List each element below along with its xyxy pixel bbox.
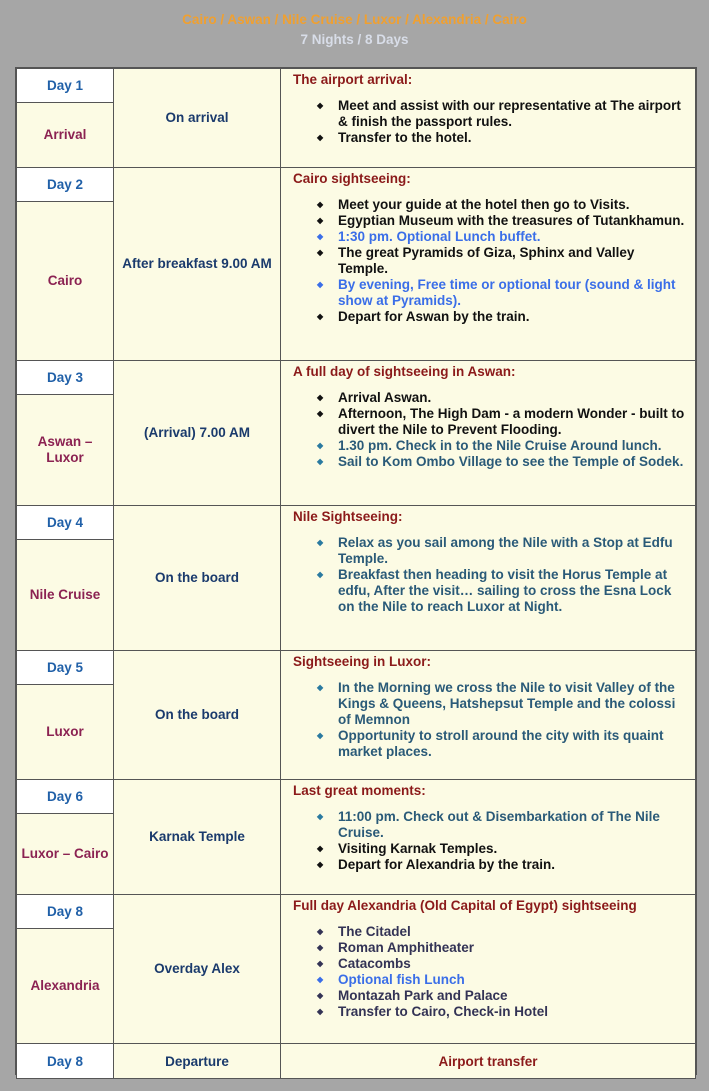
day-row — [17, 361, 696, 395]
activity-item: ◆ Visiting Karnak Temples. — [317, 841, 687, 857]
day-row — [17, 780, 696, 814]
activity-item: ◆ Transfer to the hotel. — [317, 130, 687, 146]
activity-item: ◆ Afternoon, The High Dam - a modern Wonder - built to divert the Nile to Prevent Flooding. — [317, 406, 687, 438]
day-row — [17, 506, 696, 540]
day-title: Last great moments: — [293, 783, 426, 798]
activity-item: ◆ Catacombs — [317, 956, 687, 972]
place-label: Arrival — [17, 103, 114, 168]
activity-item: ◆ Roman Amphitheater — [317, 940, 687, 956]
description-cell — [281, 361, 696, 506]
day-row — [17, 895, 696, 929]
description-cell — [281, 506, 696, 651]
description-cell — [281, 895, 696, 1044]
itinerary-table-frame — [15, 67, 697, 1075]
activity-item: ◆ Arrival Aswan. — [317, 390, 687, 406]
itinerary-header — [0, 10, 709, 50]
activity-item: ◆ 11:00 pm. Check out & Disembarkation of The Nile Cruise. — [317, 809, 687, 841]
activity-list — [293, 98, 687, 146]
place-label: Luxor — [17, 685, 114, 780]
description-cell — [281, 168, 696, 361]
day-row — [17, 651, 696, 685]
departure-row — [17, 1044, 696, 1079]
activity-item: ◆ Relax as you sail among the Nile with a Stop at Edfu Temple. — [317, 535, 687, 567]
day-title: Sightseeing in Luxor: — [293, 654, 432, 669]
activity-item: ◆ Meet your guide at the hotel then go to Visits. — [317, 197, 687, 213]
activity-item: ◆ The Citadel — [317, 924, 687, 940]
activity-item: ◆ Breakfast then heading to visit the Horus Temple at edfu, After the visit… sailing to cross the Esna Lock on the Nile to reach Luxor at Night. — [317, 567, 687, 615]
activity-item: ◆ Depart for Aswan by the train. — [317, 309, 687, 325]
activity-list — [293, 680, 687, 760]
day-title: Full day Alexandria (Old Capital of Egypt) sightseeing — [293, 898, 637, 913]
time-cell: Karnak Temple — [114, 780, 281, 895]
activity-item: ◆ The great Pyramids of Giza, Sphinx and Valley Temple. — [317, 245, 687, 277]
day-title: Cairo sightseeing: — [293, 171, 411, 186]
day-title: The airport arrival: — [293, 72, 413, 87]
day-label: Day 6 — [17, 780, 114, 814]
activity-item: ◆ Meet and assist with our representative at The airport & finish the passport rules. — [317, 98, 687, 130]
day-title: Nile Sightseeing: — [293, 509, 403, 524]
activity-list — [293, 809, 687, 873]
activity-item: ◆ By evening, Free time or optional tour (sound & light show at Pyramids). — [317, 277, 687, 309]
activity-item: ◆ Opportunity to stroll around the city with its quaint market places. — [317, 728, 687, 760]
description-cell — [281, 651, 696, 780]
time-cell: (Arrival) 7.00 AM — [114, 361, 281, 506]
description-cell — [281, 69, 696, 168]
activity-item: ◆ Sail to Kom Ombo Village to see the Temple of Sodek. — [317, 454, 687, 470]
activity-list — [293, 535, 687, 615]
activity-item: ◆ In the Morning we cross the Nile to visit Valley of the Kings & Queens, Hatshepsut Temple and the colossi of Memnon — [317, 680, 687, 728]
time-cell: On the board — [114, 651, 281, 780]
activity-item: ◆ Egyptian Museum with the treasures of Tutankhamun. — [317, 213, 687, 229]
day-label: Day 8 — [17, 895, 114, 929]
day-label: Day 3 — [17, 361, 114, 395]
route-title: Cairo / Aswan / Nile Cruise / Luxor / Alexandria / Cairo — [182, 12, 527, 27]
day-label: Day 2 — [17, 168, 114, 202]
departure-day-label: Day 8 — [17, 1044, 114, 1079]
activity-item: ◆ Transfer to Cairo, Check-in Hotel — [317, 1004, 687, 1020]
activity-item: ◆ Optional fish Lunch — [317, 972, 687, 988]
place-label: Luxor – Cairo — [17, 814, 114, 895]
description-cell — [281, 780, 696, 895]
day-row — [17, 69, 696, 103]
departure-time-cell: Departure — [114, 1044, 281, 1079]
day-label: Day 4 — [17, 506, 114, 540]
activity-item: ◆ Depart for Alexandria by the train. — [317, 857, 687, 873]
place-label: Aswan – Luxor — [17, 395, 114, 506]
time-cell: On the board — [114, 506, 281, 651]
time-cell: On arrival — [114, 69, 281, 168]
duration-subtitle: 7 Nights / 8 Days — [300, 32, 409, 47]
time-cell: Overday Alex — [114, 895, 281, 1044]
place-label: Alexandria — [17, 929, 114, 1044]
day-row — [17, 168, 696, 202]
airport-transfer-cell: Airport transfer — [281, 1044, 696, 1079]
time-cell: After breakfast 9.00 AM — [114, 168, 281, 361]
place-label: Cairo — [17, 202, 114, 361]
activity-item: ◆ 1:30 pm. Optional Lunch buffet. — [317, 229, 687, 245]
place-label: Nile Cruise — [17, 540, 114, 651]
activity-list — [293, 390, 687, 470]
activity-list — [293, 197, 687, 325]
activity-item: ◆ 1.30 pm. Check in to the Nile Cruise Around lunch. — [317, 438, 687, 454]
activity-item: ◆ Montazah Park and Palace — [317, 988, 687, 1004]
day-title: A full day of sightseeing in Aswan: — [293, 364, 516, 379]
day-label: Day 5 — [17, 651, 114, 685]
itinerary-table — [16, 68, 696, 1079]
activity-list — [293, 924, 687, 1020]
day-label: Day 1 — [17, 69, 114, 103]
